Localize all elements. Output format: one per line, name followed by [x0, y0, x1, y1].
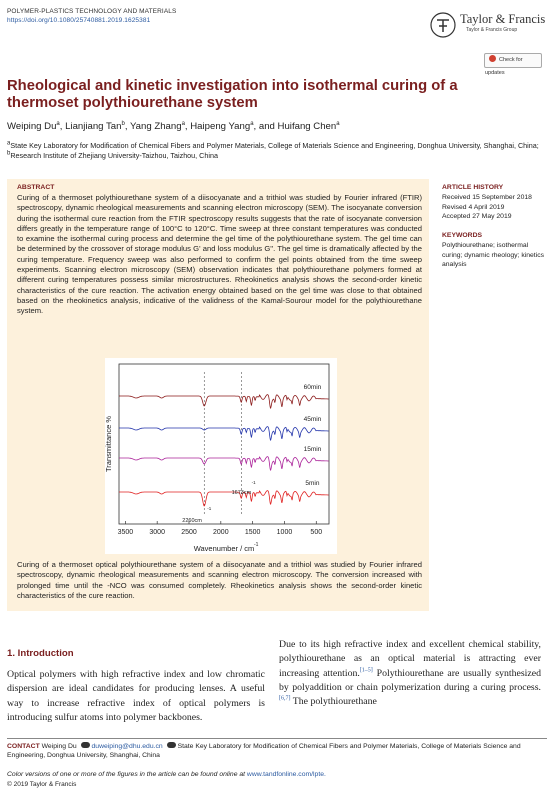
- intro-text: Polythiourethane are usually synthesized by polyaddition or chain polymerization during a curing process.: [279, 667, 541, 693]
- x-axis-label: Wavenumber / cm: [193, 544, 255, 553]
- author-sup: a: [56, 120, 60, 127]
- abstract-heading: ABSTRACT: [17, 184, 55, 191]
- check-updates-button[interactable]: [484, 53, 542, 76]
- copyright: © 2019 Taylor & Francis: [7, 781, 77, 788]
- contact-address: State Key Laboratory for Modification of Chemical Fibers and Polymer Materials, College of Materials Science and Engineering, Donghua University, Shanghai, China: [7, 743, 521, 759]
- author-sup: b: [121, 120, 125, 127]
- abstract-text: Curing of a thermoset polythiourethane system of a diisocyanate and a trithiol was studied by Fourier infrared (FTIR) spectroscopy, dynamic rheological measurements and scanning electron microscopy (SEM). The isocyanate conversion during the isothermal cure reaction from the FTIR spectroscopy results suggests that the rate of isocyanate conversion differs greatly in the temperature range of 100°C to 120°C. Time sweep at three constant temperatures was conducted to examine the isothermal curing process and determine the gel time of the polythiourethane system. The gel time can be determined by the crossover of storage modulus G' and loss modulus G''. The gel time is dramatically affected by the curing temperature. Frequency sweep was also performed to confirm the gel points obtained from the time sweep experiments. Scanning electron microscopy (SEM) observation indicates that polythiourethane polymers formed at different curing temperatures possess similar microstructures. Rheokinetics analysis shows the second-order kinetic characteristics of the cure reaction. The activation energy obtained based on the gel time was close to that obtained based on the rheokinetics analysis, indicative of the validness of the Kamal-Sourour model for the polythiourethane system.: [17, 193, 422, 316]
- author-list: Weiping Du$^a$, Lianjiang Tan$^b$, Yang Zhang$^a$, Haipeng Yang$^a$, and Huifang Chen$^a$: [7, 120, 340, 132]
- section-heading-introduction: 1. Introduction: [7, 648, 74, 659]
- author-sup: a: [181, 120, 185, 127]
- graphical-abstract: [105, 358, 337, 554]
- author-name: Haipeng Yang: [190, 121, 251, 132]
- series-label: 5min: [305, 480, 320, 487]
- author-sup: a: [250, 120, 254, 127]
- x-tick-label: 2000: [213, 529, 229, 536]
- contact-email[interactable]: duweiping@dhu.edu.cn: [91, 743, 163, 750]
- series-label: 15min: [303, 446, 322, 453]
- x-tick-label: 1500: [244, 529, 261, 536]
- color-note-url[interactable]: www.tandfonline.com/lpte.: [246, 771, 326, 778]
- y-axis-label: Transmittance %: [104, 416, 113, 472]
- intro-paragraph-2: [279, 638, 541, 709]
- contact-footnote: [7, 742, 547, 760]
- footnote-divider: [7, 738, 547, 739]
- keywords-text: Polythiourethane; isothermal curing; dynamic rheology; kinetics analysis: [442, 242, 544, 268]
- publisher-group: Taylor & Francis Group: [466, 27, 518, 33]
- doi-link[interactable]: https://doi.org/10.1080/25740881.2019.1625381: [7, 17, 151, 24]
- annotation-label: 2260cm: [182, 518, 202, 524]
- author-name: and Huifang Chen: [258, 121, 337, 132]
- author-name: Lianjiang Tan: [65, 121, 122, 132]
- intro-paragraph-1: Optical polymers with high refractive index and low chromatic dispersion are ideal candidates for producing lenses. A useful way to increase refractive index of optical polymers is introducing sulfur atoms into polymer backbones.: [7, 669, 265, 723]
- spectrum-line: [119, 491, 329, 506]
- contact-label: CONTACT: [7, 743, 40, 750]
- citation-link[interactable]: [1–5]: [359, 667, 373, 674]
- plot-frame: [119, 364, 329, 524]
- affil-sup-b: b: [7, 150, 11, 157]
- color-note-text: Color versions of one or more of the figures in the article can be found online at: [7, 771, 246, 778]
- check-updates-label: Check for updates: [485, 57, 523, 76]
- affiliations: [7, 141, 547, 161]
- affil-sup-a: a: [7, 140, 11, 147]
- article-title: Rheological and kinetic investigation into isothermal curing of a thermoset polythiourethane system: [7, 78, 458, 111]
- x-tick-label: 2500: [181, 529, 197, 536]
- graphical-caption: Curing of a thermoset optical polythiourethane system of a diisocyanate and a trithiol was studied by Fourier infrared spectroscopy, dynamic rheological measurements and scanning electron microscopy. The conversion increased with prolonged time until the -NCO was consumed completely. Rheokinetics analysis shows the second-order kinetic characteristics of the cure reaction.: [17, 560, 422, 600]
- annotation-label: 1673cm: [231, 490, 252, 496]
- intro-text: The polythiourethane: [290, 696, 377, 708]
- keywords-heading: KEYWORDS: [442, 232, 483, 239]
- author-name: Yang Zhang: [130, 121, 182, 132]
- revised-date: Revised 4 April 2019: [442, 203, 505, 211]
- author-name: Weiping Du: [7, 121, 57, 132]
- x-tick-label: 3500: [117, 529, 134, 536]
- journal-name: POLYMER-PLASTICS TECHNOLOGY AND MATERIALS: [7, 8, 177, 15]
- affiliation-b: Research Institute of Zhejiang University-Taizhou, Taizhou, China: [10, 151, 218, 160]
- publisher-name: Taylor & Francis: [460, 12, 546, 26]
- spectrum-line: [119, 395, 329, 408]
- address-icon: [167, 742, 176, 748]
- contact-name: Weiping Du: [41, 743, 77, 750]
- check-updates-icon: [489, 55, 496, 62]
- annotation-label-sup: -1: [251, 480, 256, 485]
- journal-header: [7, 7, 176, 25]
- ftir-chart: [105, 358, 337, 554]
- x-tick-label: 1000: [276, 529, 293, 536]
- spectrum-line: [119, 457, 329, 470]
- spectrum-line: [119, 427, 329, 440]
- email-icon: [81, 742, 90, 748]
- history-heading: ARTICLE HISTORY: [442, 184, 504, 191]
- series-label: 60min: [303, 384, 322, 391]
- intro-text: Due to its high refractive index and excellent chemical stability, polythiourethane as an optical material is attracting ever increasing attention.: [279, 639, 541, 679]
- citation-link[interactable]: [6,7]: [279, 695, 291, 702]
- publisher-logo-icon: [430, 12, 456, 38]
- annotation-label-sup: -1: [207, 506, 212, 511]
- x-tick-label: 500: [310, 529, 323, 536]
- author-sup: a: [336, 120, 340, 127]
- accepted-date: Accepted 27 May 2019: [442, 213, 512, 220]
- color-note: [7, 771, 326, 778]
- article-history: [442, 193, 532, 222]
- x-tick-label: 3000: [149, 529, 165, 536]
- series-label: 45min: [303, 416, 322, 423]
- received-date: Received 15 September 2018: [442, 194, 532, 201]
- x-axis-label-sup: -1: [254, 542, 259, 548]
- affiliation-a: State Key Laboratory for Modification of Chemical Fibers and Polymer Materials, College of Materials Science and Engineering, Donghua University, Shanghai, China;: [10, 141, 539, 150]
